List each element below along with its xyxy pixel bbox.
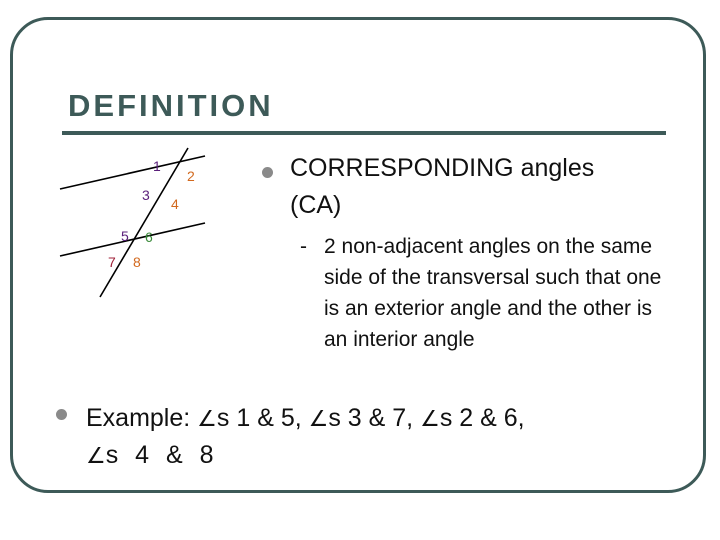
example-pair: s 3 & 7, <box>328 404 414 432</box>
term-definition: 2 non-adjacent angles on the same side of the transversal such that one is an exterior angle and the other is an interior angle <box>324 235 662 351</box>
term-heading: CORRESPONDING angles (CA) <box>290 154 595 219</box>
angle-label-3: 3 <box>142 187 150 203</box>
angle-label-1: 1 <box>153 158 161 174</box>
page-title: DEFINITION <box>68 88 274 123</box>
angle-label-8: 8 <box>133 254 141 270</box>
example-pair: s 2 & 6, <box>439 404 525 432</box>
parallel-line-bottom <box>60 223 205 256</box>
angle-symbol-icon: ∠ <box>420 406 440 431</box>
angle-label-5: 5 <box>121 228 129 244</box>
parallel-line-top <box>60 156 205 189</box>
angle-label-7: 7 <box>108 254 116 270</box>
transversal-diagram <box>50 145 230 315</box>
example-pair: s 4 & 8 <box>105 441 219 469</box>
angle-label-2: 2 <box>187 168 195 184</box>
angle-symbol-icon: ∠ <box>86 443 106 468</box>
example-pair: s 1 & 5, <box>216 404 302 432</box>
angle-label-6: 6 <box>145 229 153 245</box>
angle-symbol-icon: ∠ <box>197 406 217 431</box>
example-label: Example: <box>86 404 191 432</box>
title-underline <box>62 131 666 135</box>
bullet-icon <box>262 167 273 178</box>
angle-label-4: 4 <box>171 196 179 212</box>
example-line <box>86 400 686 474</box>
sub-bullet-dash: - <box>300 235 307 258</box>
bullet-icon <box>56 409 67 420</box>
angle-symbol-icon: ∠ <box>308 406 329 431</box>
